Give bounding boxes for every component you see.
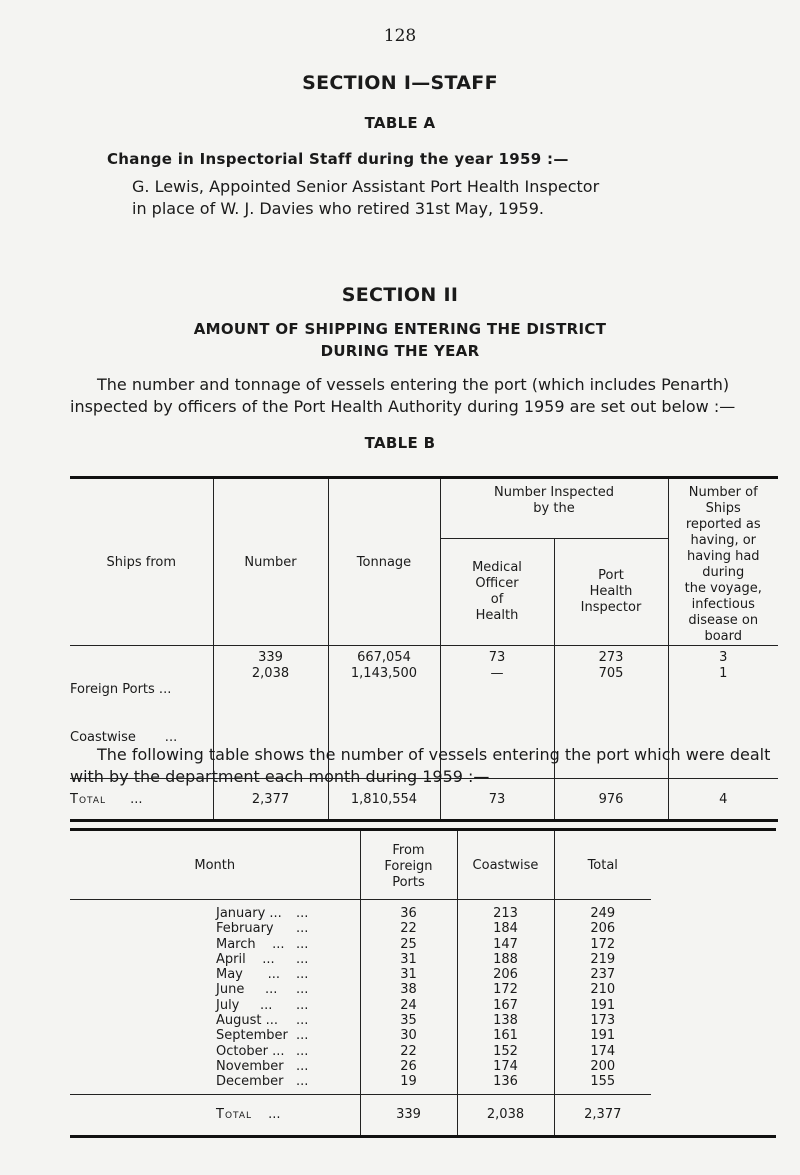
total-column xyxy=(554,900,651,1095)
total-moh: 73 xyxy=(440,779,554,821)
foreign-value: 35 xyxy=(400,1013,417,1029)
header-number-inspected-line-1: Number Inspected xyxy=(494,485,614,500)
list-item xyxy=(216,1059,360,1074)
infectious-value: 3 xyxy=(719,650,728,665)
header-infectious-ships xyxy=(668,478,778,646)
total-dots: ... xyxy=(130,791,143,807)
month-name: October ... xyxy=(216,1043,285,1059)
header-from-foreign xyxy=(360,830,457,900)
monthly-vessels-table xyxy=(70,828,776,1138)
coastwise-value: 147 xyxy=(493,936,518,952)
coastwise-value: 174 xyxy=(493,1058,518,1074)
coastwise-value: 152 xyxy=(493,1043,518,1059)
month-name: April ... xyxy=(216,951,275,967)
header-moh-line: Officer xyxy=(475,576,519,592)
header-number-inspected-group xyxy=(440,478,668,539)
month-name: May ... xyxy=(216,967,281,983)
infectious-value: 1 xyxy=(719,666,728,681)
header-infectious-line: Number of xyxy=(688,485,758,500)
month-name: June ... xyxy=(216,982,278,998)
foreign-value: 36 xyxy=(400,906,417,921)
month-dots: ... xyxy=(296,997,309,1013)
coastwise-value: 136 xyxy=(493,1074,518,1090)
header-infectious-line: Ships xyxy=(705,501,741,516)
number-value: 2,038 xyxy=(251,666,290,681)
month-name: November xyxy=(216,1058,284,1074)
total-value: 173 xyxy=(590,1013,616,1029)
month-total-total: 2,377 xyxy=(554,1094,651,1136)
list-item xyxy=(216,906,360,921)
spacer xyxy=(651,900,776,1095)
header-phi-line: Health xyxy=(589,584,633,600)
month-intro-line-1: The following table shows the number of vessels entering the port which were dealt xyxy=(97,745,771,764)
section-1-title: SECTION I—STAFF xyxy=(302,72,498,94)
header-total: Total xyxy=(554,830,651,900)
header-medical-officer xyxy=(440,539,554,646)
header-infectious-line: disease on xyxy=(688,613,759,628)
month-dots: ... xyxy=(296,1074,309,1090)
total-number: 2,377 xyxy=(213,779,328,821)
foreign-value: 31 xyxy=(400,951,417,967)
coastwise-value: 161 xyxy=(493,1028,518,1044)
list-item xyxy=(216,921,360,936)
total-value: 210 xyxy=(590,982,616,998)
header-infectious-line: reported as xyxy=(685,517,761,532)
list-item xyxy=(216,937,360,952)
total-value: 155 xyxy=(590,1074,616,1090)
month-dots: ... xyxy=(296,1028,309,1044)
header-infectious-line: board xyxy=(704,629,743,644)
total-infectious: 4 xyxy=(719,791,728,807)
coastwise-value: 167 xyxy=(493,997,518,1013)
total-value: 206 xyxy=(590,921,616,937)
table-b-label: TABLE B xyxy=(364,434,436,452)
foreign-value: 24 xyxy=(400,997,417,1013)
month-dots: ... xyxy=(296,982,309,998)
staff-change-line-1: G. Lewis, Appointed Senior Assistant Port Health Inspector xyxy=(132,177,600,196)
foreign-value: 30 xyxy=(400,1028,417,1044)
foreign-value: 19 xyxy=(400,1074,417,1090)
section-2-subtitle-2: DURING THE YEAR xyxy=(320,342,480,360)
section-2-subtitle-1: AMOUNT OF SHIPPING ENTERING THE DISTRICT xyxy=(193,320,607,338)
foreign-value: 26 xyxy=(400,1058,417,1074)
month-name: February xyxy=(216,921,274,937)
total-value: 237 xyxy=(590,967,616,983)
total-value: 249 xyxy=(590,906,616,921)
coastwise-value: 206 xyxy=(493,967,518,983)
month-dots: ... xyxy=(296,921,309,937)
spacer xyxy=(651,830,776,900)
header-foreign-line: From xyxy=(392,843,425,858)
total-tonnage: 1,810,554 xyxy=(328,779,440,821)
phi-value: 705 xyxy=(598,666,624,681)
total-label: Total xyxy=(70,791,106,807)
list-item xyxy=(216,967,360,982)
section-2-title: SECTION II xyxy=(341,284,459,306)
month-dots: ... xyxy=(296,1058,309,1074)
foreign-value: 25 xyxy=(400,936,417,952)
list-item xyxy=(216,998,360,1013)
list-item xyxy=(216,1028,360,1043)
total-value: 174 xyxy=(590,1043,616,1059)
total-value: 172 xyxy=(590,936,616,952)
foreign-value: 22 xyxy=(400,921,417,937)
header-moh-line: of xyxy=(490,592,504,608)
ships-from-label: Coastwise ... xyxy=(70,730,178,745)
month-name: December xyxy=(216,1074,284,1090)
coastwise-value: 138 xyxy=(493,1013,518,1029)
header-infectious-line: infectious xyxy=(691,597,755,612)
month-dots: ... xyxy=(296,1043,309,1059)
spacer xyxy=(651,1094,776,1136)
month-name: March ... xyxy=(216,936,285,952)
month-name: September xyxy=(216,1028,288,1044)
header-tonnage: Tonnage xyxy=(328,478,440,646)
total-value: 200 xyxy=(590,1058,616,1074)
header-infectious-line: the voyage, xyxy=(684,581,762,596)
month-dots: ... xyxy=(296,906,309,921)
total-value: 219 xyxy=(590,951,616,967)
total-value: 191 xyxy=(590,1028,616,1044)
header-phi-line: Port xyxy=(598,568,624,584)
month-list xyxy=(70,900,360,1095)
header-moh-line: Health xyxy=(475,608,519,624)
month-total-label-cell xyxy=(70,1094,360,1136)
staff-change-line-2: in place of W. J. Davies who retired 31st May, 1959. xyxy=(132,199,544,218)
header-foreign-line: Ports xyxy=(392,875,425,890)
list-item xyxy=(216,982,360,997)
header-infectious-line: having, or xyxy=(690,533,757,548)
month-total-foreign: 339 xyxy=(360,1094,457,1136)
staff-change-heading: Change in Inspectorial Staff during the year 1959 :— xyxy=(107,150,569,168)
month-name: January ... xyxy=(216,906,282,921)
header-infectious-line: having had xyxy=(686,549,760,564)
coastwise-value: 172 xyxy=(493,982,518,998)
foreign-column xyxy=(360,900,457,1095)
foreign-value: 31 xyxy=(400,967,417,983)
section-2-intro-line-2: inspected by officers of the Port Health Authority during 1959 are set out below :— xyxy=(70,397,736,416)
month-name: August ... xyxy=(216,1013,279,1029)
foreign-value: 38 xyxy=(400,982,417,998)
list-item xyxy=(216,952,360,967)
header-coastwise: Coastwise xyxy=(457,830,554,900)
foreign-value: 22 xyxy=(400,1043,417,1059)
month-dots: ... xyxy=(296,1013,309,1029)
page-number: 128 xyxy=(383,26,417,46)
moh-value: 73 xyxy=(488,650,506,665)
list-item xyxy=(216,1044,360,1059)
month-dots: ... xyxy=(296,951,309,967)
month-name: July ... xyxy=(216,997,273,1013)
header-ships-from: Ships from xyxy=(70,478,213,646)
total-row xyxy=(70,1094,776,1136)
header-foreign-line: Foreign xyxy=(384,859,433,874)
header-number: Number xyxy=(213,478,328,646)
coastwise-value: 188 xyxy=(493,951,518,967)
header-moh-line: Medical xyxy=(472,560,522,576)
header-infectious-line: during xyxy=(702,565,745,580)
coastwise-value: 213 xyxy=(493,906,518,921)
total-phi: 976 xyxy=(554,779,668,821)
header-number-inspected-line-2: by the xyxy=(533,501,575,516)
tonnage-value: 1,143,500 xyxy=(350,666,418,681)
phi-value: 273 xyxy=(598,650,624,665)
header-port-health-inspector xyxy=(554,539,668,646)
header-phi-line: Inspector xyxy=(580,600,642,616)
month-total-coastwise: 2,038 xyxy=(457,1094,554,1136)
table-a-label: TABLE A xyxy=(364,114,436,132)
month-dots: ... xyxy=(296,967,309,983)
moh-value: — xyxy=(490,666,504,681)
number-value: 339 xyxy=(258,650,283,665)
month-intro-line-2: with by the department each month during 1959 :— xyxy=(70,767,490,786)
month-total-dots: ... xyxy=(268,1107,281,1123)
header-month: Month xyxy=(70,830,360,900)
coastwise-column xyxy=(457,900,554,1095)
month-total-label: Total xyxy=(216,1107,252,1123)
month-dots: ... xyxy=(296,936,309,952)
ships-from-label: Foreign Ports ... xyxy=(70,682,172,697)
section-2-intro-line-1: The number and tonnage of vessels entering the port (which includes Penarth) xyxy=(97,375,730,394)
coastwise-value: 184 xyxy=(493,921,518,937)
tonnage-value: 667,054 xyxy=(357,650,411,665)
list-item xyxy=(216,1013,360,1028)
list-item xyxy=(216,1074,360,1089)
total-value: 191 xyxy=(590,997,616,1013)
